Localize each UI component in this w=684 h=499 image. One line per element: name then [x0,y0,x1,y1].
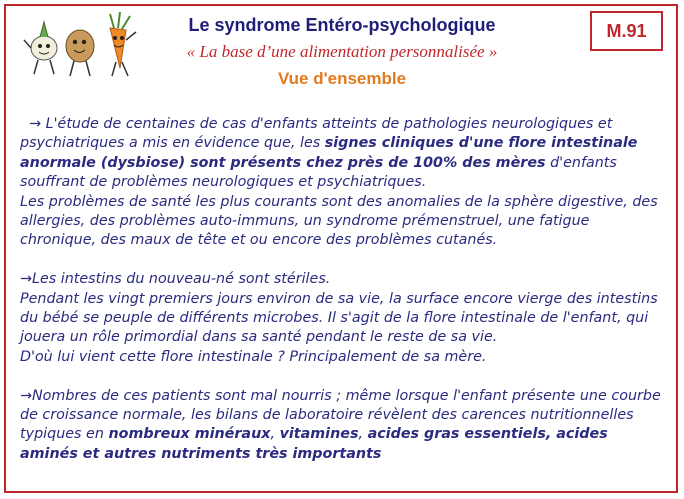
paragraph-dysbiosis: → L'étude de centaines de cas d'enfants atteints de pathologies neurologiques et psychiatriques a mis en évidence que, les signes cliniques d'une flore intestinale anormale (dysbiose) sont présents chez près de 100% des mères d'enfants souffrant de problèmes neurologiques et psychiatriques. [20,116,638,191]
body-text [20,115,668,464]
paragraph-microbes: Pendant les vingt premiers jours environ de sa vie, la surface encore vierge des intestins du bébé se peuple de différents microbes. Il s'agit de la flore intestinale de l'enfant, qui jouera un rôle primordial dans sa santé pendant le reste de sa vie. [20,290,658,346]
paragraph-sterile-intestines: →Les intestins du nouveau-né sont stériles. [20,271,331,288]
page-subtitle: « La base d’une alimentation personnalisée » [186,42,498,61]
arrow-icon: → [20,387,32,404]
page-title: Le syndrome Entéro-psychologique [188,15,496,35]
paragraph-malnutrition: →Nombres de ces patients sont mal nourris ; même lorsque l'enfant présente une courbe de croissance normale, les bilans de laboratoire révèlent des carences nutritionnelles typiques en nombreux minéraux, vitamines, acides gras essentiels, acides aminés et autres nutriments très importants [20,387,661,462]
arrow-icon: → [29,116,46,132]
document-code-badge: M.91 [590,11,663,51]
section-heading: Vue d'ensemble [277,69,407,88]
paragraph-health-problems: Les problèmes de santé les plus courants sont des anomalies de la sphère digestive, des allergies, des problèmes auto-immuns, un syndrome prémenstruel, une fatigue chronique, des maux de tête et ou encore des problèmes cutanés. [20,193,658,249]
paragraph-mother-origin: D'où lui vient cette flore intestinale ? Principalement de sa mère. [20,348,487,365]
arrow-icon: → [20,271,32,288]
